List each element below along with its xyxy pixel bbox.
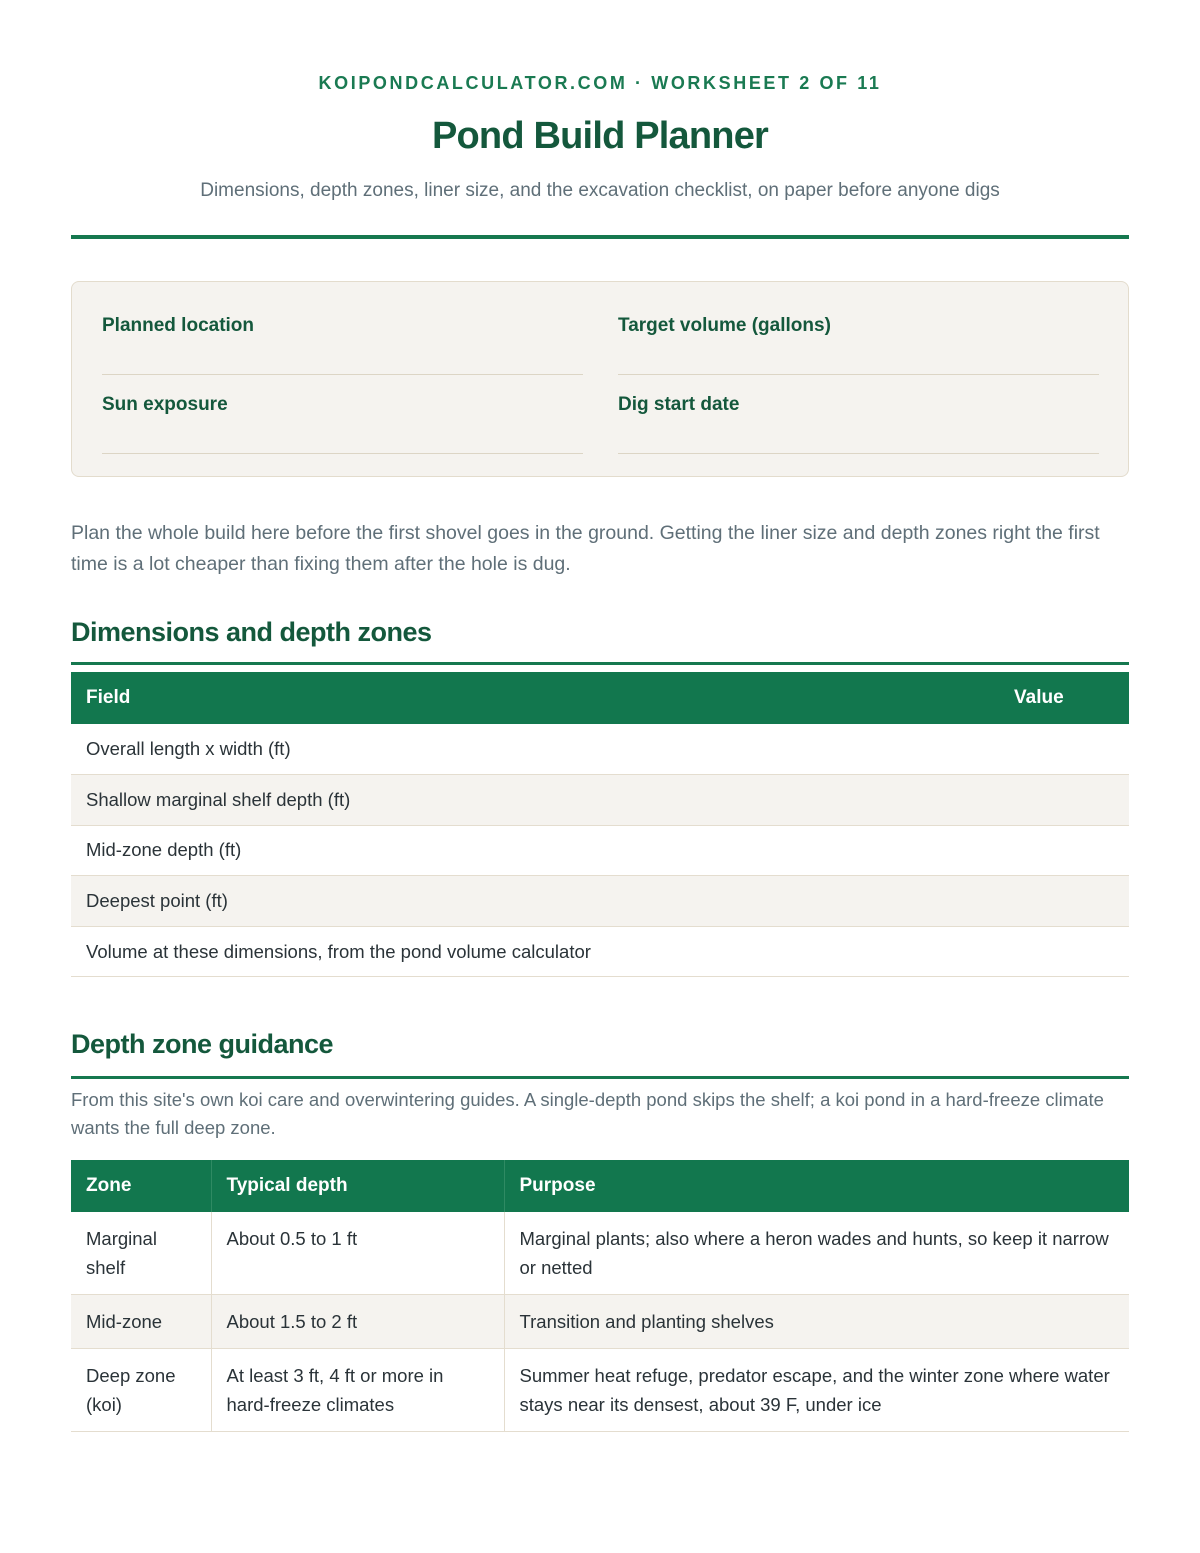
guidance-note: From this site's own koi care and overwintering guides. A single-depth pond skips the shelf; a koi pond in a hard-freeze climate wants the full deep zone. [71,1089,1104,1138]
planned-location-field[interactable] [102,315,583,375]
zone-cell: Mid-zone [71,1295,211,1349]
table-row [71,1212,1129,1295]
row-value-cell[interactable] [999,825,1129,876]
zone-cell: Marginal shelf [71,1212,211,1295]
table-header-row [71,672,1129,724]
target-volume-field[interactable] [618,315,1099,375]
row-field-label: Mid-zone depth (ft) [71,825,999,876]
column-header-field: Field [71,672,999,724]
row-field-label: Shallow marginal shelf depth (ft) [71,775,999,826]
table-row [71,1295,1129,1349]
planned-location-label: Planned location [102,315,255,336]
page-subtitle: Dimensions, depth zones, liner size, and the excavation checklist, on paper before anyone digs [200,180,1000,201]
column-header-purpose: Purpose [504,1160,1129,1212]
sun-exposure-label: Sun exposure [102,394,228,415]
dimensions-table [71,672,1129,977]
table-row [71,825,1129,876]
row-value-cell[interactable] [999,876,1129,927]
dimensions-section-title: Dimensions and depth zones [71,617,432,647]
table-row [71,876,1129,927]
table-row [71,775,1129,826]
row-value-cell[interactable] [999,775,1129,826]
row-field-label: Overall length x width (ft) [71,724,999,775]
zone-cell: Deep zone (koi) [71,1349,211,1432]
project-info-card [71,281,1129,477]
guidance-section-title: Depth zone guidance [71,1029,334,1059]
row-field-label: Deepest point (ft) [71,876,999,927]
purpose-cell: Summer heat refuge, predator escape, and the winter zone where water stays near its densest, about 39 F, under ice [504,1349,1129,1432]
row-field-label: Volume at these dimensions, from the pond volume calculator [71,926,999,977]
depth-cell: About 1.5 to 2 ft [211,1295,504,1349]
guidance-section-rule [71,1076,1129,1079]
table-row [71,926,1129,977]
dig-start-date-label: Dig start date [618,394,740,415]
page-title: Pond Build Planner [431,115,769,157]
table-row [71,1349,1129,1432]
column-header-typical-depth: Typical depth [211,1160,504,1212]
dig-start-date-field[interactable] [618,394,1099,454]
purpose-cell: Transition and planting shelves [504,1295,1129,1349]
depth-cell: At least 3 ft, 4 ft or more in hard-freeze climates [211,1349,504,1432]
sun-exposure-field[interactable] [102,394,583,454]
header-divider [71,235,1129,239]
table-row [71,724,1129,775]
row-value-cell[interactable] [999,926,1129,977]
site-eyebrow: KOIPONDCALCULATOR.COM · WORKSHEET 2 OF 11 [318,73,882,93]
dimensions-section-rule [71,662,1129,665]
target-volume-label: Target volume (gallons) [618,315,831,336]
depth-guidance-table [71,1160,1129,1432]
row-value-cell[interactable] [999,724,1129,775]
intro-paragraph: Plan the whole build here before the first shovel goes in the ground. Getting the liner size and depth zones right the first time is a lot cheaper than fixing them after the hole is dug. [71,522,1100,575]
column-header-value: Value [999,672,1129,724]
table-header-row [71,1160,1129,1212]
purpose-cell: Marginal plants; also where a heron wades and hunts, so keep it narrow or netted [504,1212,1129,1295]
column-header-zone: Zone [71,1160,211,1212]
depth-cell: About 0.5 to 1 ft [211,1212,504,1295]
